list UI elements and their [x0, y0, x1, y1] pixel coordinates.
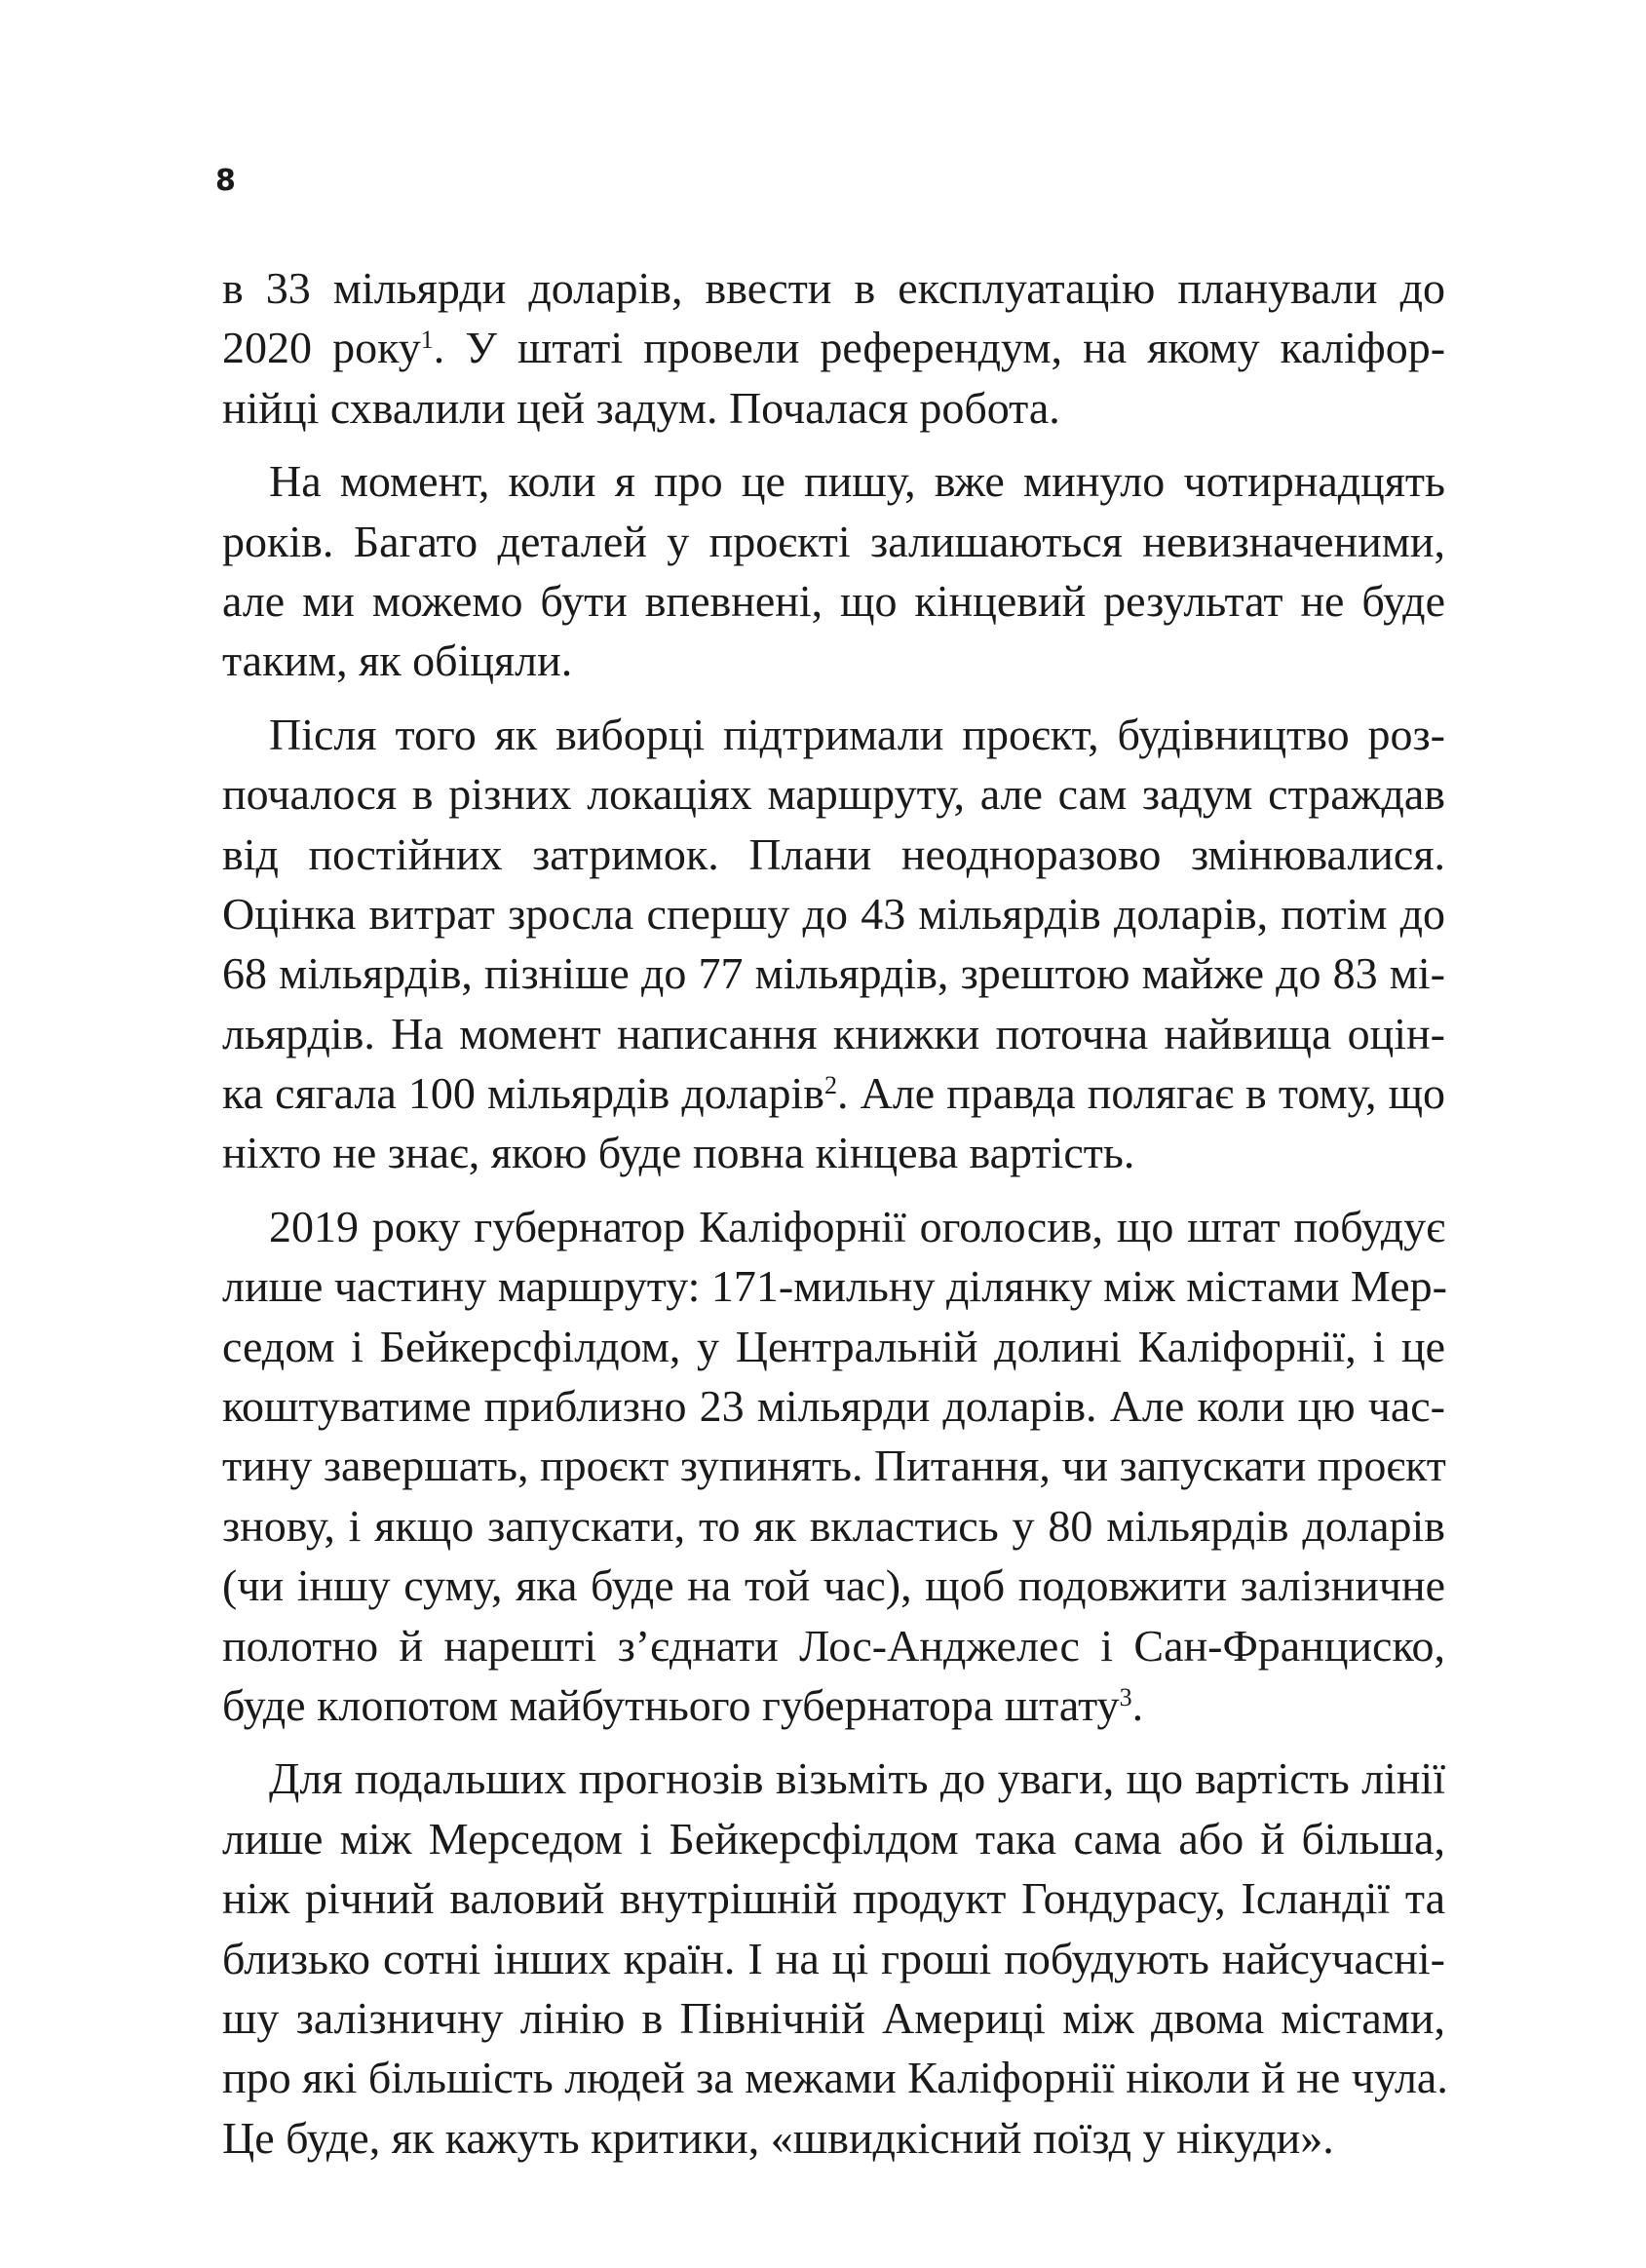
text-run: тину завершать, проєкт зупинять. Питання, чи запускати проєкт [222, 1441, 1446, 1491]
text-line [222, 825, 1445, 884]
text-line [222, 2048, 1448, 2107]
text-line [222, 1317, 1445, 1376]
text-line [222, 1197, 1445, 1256]
text-line [222, 1675, 1445, 1735]
footnote-reference[interactable]: 2 [824, 1071, 838, 1100]
text-line [222, 1123, 1445, 1182]
footnote-reference[interactable]: 3 [1119, 1682, 1132, 1711]
text-run: льярдів. На момент написання книжки поточна найвища оцін- [222, 1008, 1445, 1058]
text-run: На момент, коли я про це пишу, вже минуло чотирнадцять [269, 456, 1445, 507]
text-run: нійці схвалили цей задум. Почалася робота. [222, 382, 1060, 433]
text-line [222, 571, 1445, 631]
text-run: про які більшість людей за межами Каліфорнії ніколи й не чула. [222, 2053, 1448, 2103]
text-run: Оцінка витрат зросла спершу до 43 мільярдів доларів, потім до [222, 888, 1445, 939]
text-run: 2020 року [222, 323, 421, 373]
text-line [222, 1929, 1445, 1988]
text-run: 2019 року губернатор Каліфорнії оголосив, що штат побудує [269, 1201, 1445, 1251]
text-run: коштуватиме приблизно 23 мільярди доларів. Але коли цю час- [222, 1381, 1445, 1432]
text-line [222, 258, 1445, 318]
footnote-reference[interactable]: 1 [420, 326, 434, 355]
text-line [222, 318, 1445, 377]
text-run: полотно й нарешті з’єднати Лос-Анджелес і Сан-Франциско, [222, 1620, 1445, 1671]
text-run: близько сотні інших країн. І на ці гроші побудують найсучасні- [222, 1933, 1445, 1983]
paragraph [222, 1197, 1445, 1736]
text-run: знову, і якщо запускати, то як вкластись у 80 мільярдів доларів [222, 1500, 1445, 1551]
text-run: (чи іншу суму, яка буде на той час), щоб подовжити залізничне [222, 1560, 1445, 1611]
text-run: Це буде, як кажуть критики, «швидкісний поїзд у нікуди». [222, 2112, 1334, 2163]
text-run: ніж річний валовий внутрішній продукт Гондурасу, Ісландії та [222, 1873, 1445, 1924]
text-line [222, 1749, 1445, 1808]
text-line [222, 943, 1445, 1003]
text-line [222, 1616, 1445, 1675]
text-run: лише частину маршруту: 171-мильну ділянку між містами Мер- [222, 1261, 1447, 1312]
text-run: таким, як обіцяли. [222, 635, 573, 686]
text-run: але ми можемо бути впевнені, що кінцевий результат не буде [222, 575, 1445, 626]
text-run: ка сягала 100 мільярдів доларів [222, 1068, 825, 1119]
text-run: почалося в різних локаціях маршруту, але сам задум страждав [222, 769, 1445, 820]
text-run: ніхто не знає, якою буде повна кінцева вартість. [222, 1128, 1135, 1178]
text-line [222, 1004, 1445, 1063]
text-run: седом і Бейкерсфілдом, у Центральній долині Каліфорнії, і це [222, 1321, 1445, 1371]
paragraph [222, 705, 1445, 1183]
text-line [222, 1496, 1445, 1556]
text-run: . [1131, 1679, 1144, 1730]
text-line [222, 1256, 1445, 1316]
text-run: від постійних затримок. Плани неодноразово змінювалися. [222, 828, 1445, 879]
text-run: 68 мільярдів, пізніше до 77 мільярдів, зрештою майже до 83 мі- [222, 948, 1445, 999]
text-line [222, 1063, 1445, 1123]
text-line [222, 1436, 1445, 1495]
text-line [222, 1868, 1445, 1928]
text-run: буде клопотом майбутнього губернатора штату [222, 1679, 1120, 1730]
paragraph [222, 1749, 1448, 2168]
text-line [222, 631, 1445, 690]
text-line [222, 1809, 1445, 1868]
text-line [222, 1376, 1445, 1436]
text-run: років. Багато деталей у проєкті залишаються невизначеними, [222, 516, 1445, 566]
paragraph [222, 451, 1445, 691]
text-run: в 33 мільярди доларів, ввести в експлуатацію планували до [222, 263, 1445, 313]
text-line [222, 1556, 1445, 1615]
paragraph [222, 258, 1445, 438]
text-run: Після того як виборці підтримали проєкт, будівництво роз- [269, 709, 1445, 759]
text-run: . Але правда полягає в тому, що [837, 1068, 1445, 1119]
text-line [222, 764, 1445, 824]
text-run: . У штаті провели референдум, на якому каліфор- [433, 323, 1446, 373]
text-line [222, 451, 1445, 511]
text-run: лише між Мерседом і Бейкерсфілдом така сама або й більша, [222, 1813, 1445, 1864]
text-line [222, 512, 1445, 571]
page-number: 8 [215, 164, 236, 198]
text-line [222, 378, 1445, 438]
text-run: шу залізничну лінію в Північній Америці між двома містами, [222, 1992, 1445, 2043]
text-run: Для подальших прогнозів візьміть до уваги, що вартість лінії [269, 1753, 1445, 1804]
text-line [222, 705, 1445, 764]
body-text [222, 258, 1448, 2181]
text-line [222, 884, 1445, 943]
text-line [222, 1988, 1445, 2048]
text-line [222, 2108, 1445, 2168]
